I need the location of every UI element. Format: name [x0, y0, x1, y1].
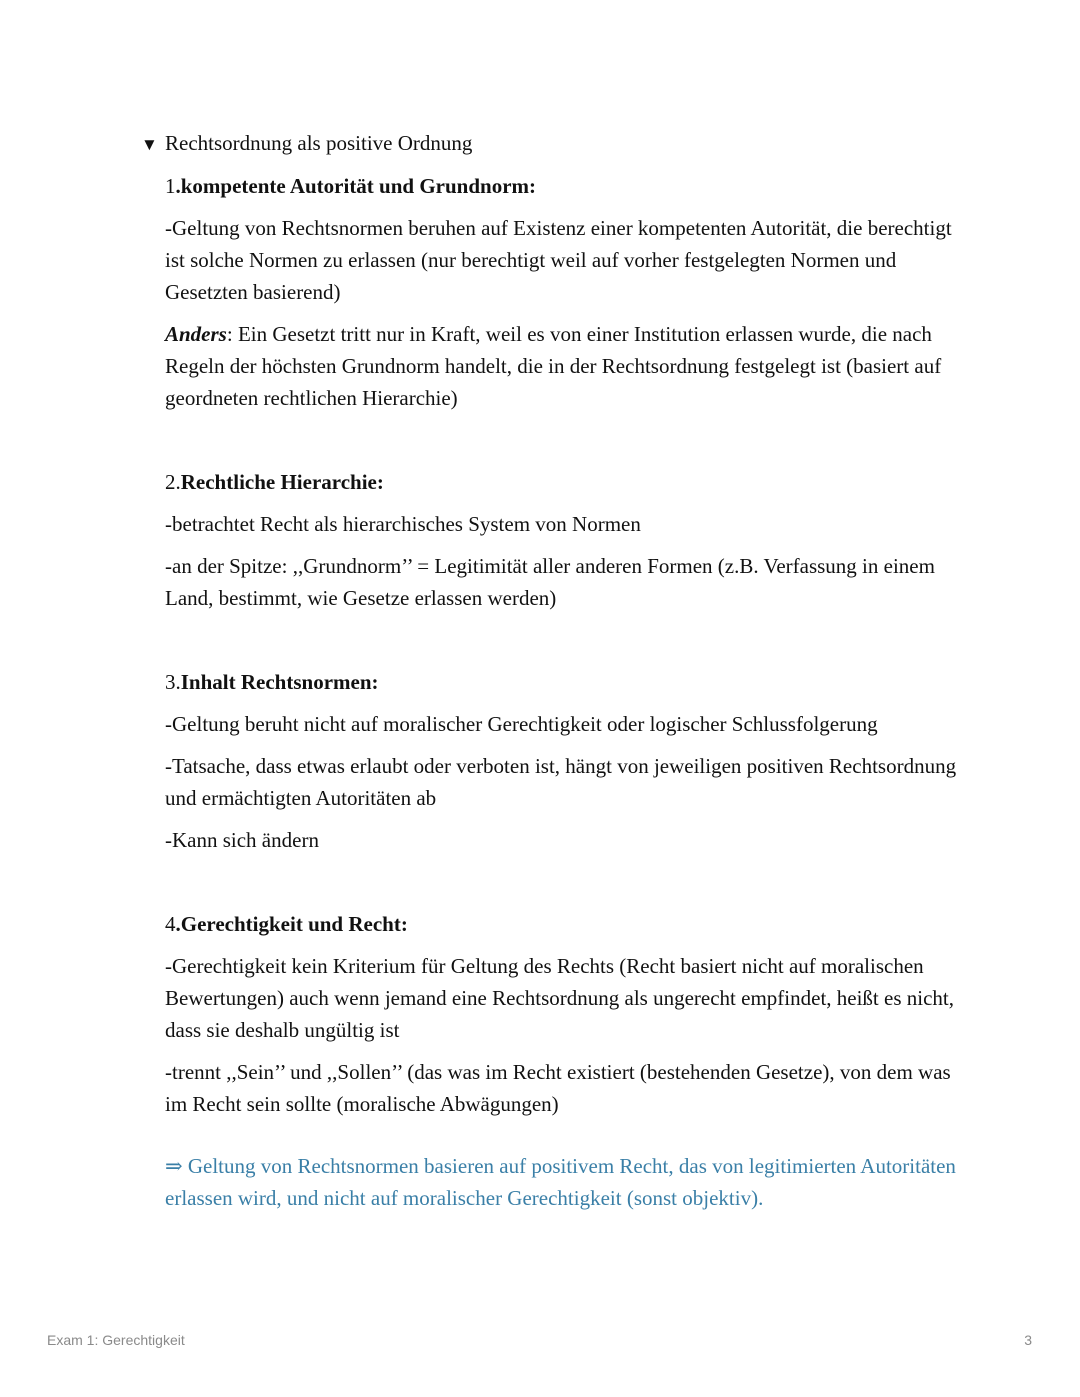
footer-title: Exam 1: Gerechtigkeit	[47, 1332, 185, 1348]
toggle-content	[165, 170, 965, 1224]
page-number: 3	[1024, 1332, 1032, 1348]
section-heading-3	[165, 666, 965, 698]
paragraph: -Tatsache, dass etwas erlaubt oder verboten ist, hängt von jeweiligen positiven Rechtsordnung und ermächtigten Autoritäten ab	[165, 754, 957, 810]
section-heading-4	[165, 908, 965, 940]
section-heading-1	[165, 170, 965, 202]
section-title: kompetente Autorität und Grundnorm:	[180, 174, 537, 198]
section-number: 1	[165, 174, 176, 198]
conclusion-text: ⇒ Geltung von Rechtsnormen basieren auf positivem Recht, das von legitimierten Autoritäten erlassen wird, und nicht auf moralischer Gerechtigkeit (sonst objektiv).	[165, 1154, 956, 1210]
section-title: Inhalt Rechtsnormen:	[180, 670, 379, 694]
paragraph: -Geltung von Rechtsnormen beruhen auf Existenz einer kompetenten Autorität, die berechtigt ist solche Normen zu erlassen (nur berechtigt weil auf vorher festgelegten Normen und Gesetzten basierend)	[165, 216, 952, 304]
section-number-dot: .	[175, 174, 181, 198]
paragraph-anders	[165, 318, 965, 414]
section-heading-2	[165, 466, 965, 498]
section-number-dot: .	[175, 912, 181, 936]
paragraph: -trennt ,,Sein’’ und ,,Sollen’’ (das was im Recht existiert (bestehenden Gesetze), von dem was im Recht sein sollte (moralische Abwägungen)	[165, 1060, 951, 1116]
paragraph: -Gerechtigkeit kein Kriterium für Geltung des Rechts (Recht basiert nicht auf moralischen Bewertungen) auch wenn jemand eine Rechtsordnung als ungerecht empfindet, heißt es nicht, dass sie deshalb ungültig ist	[165, 954, 954, 1042]
paragraph: -Kann sich ändern	[165, 828, 319, 852]
paragraph: -betrachtet Recht als hierarchisches System von Normen	[165, 512, 641, 536]
anders-text: : Ein Gesetzt tritt nur in Kraft, weil es von einer Institution erlassen wurde, die nach Regeln der höchsten Grundnorm handelt, die in der Rechtsordnung festgelegt ist (basiert auf geordneten rechtlichen Hierarchie)	[165, 322, 942, 410]
section-title: Gerechtigkeit und Recht:	[180, 912, 408, 936]
anders-label: Anders	[165, 322, 227, 346]
section-title: Rechtliche Hierarchie:	[180, 470, 384, 494]
toggle-triangle-icon[interactable]: ▼	[141, 135, 158, 154]
paragraph: -Geltung beruht nicht auf moralischer Gerechtigkeit oder logischer Schlussfolgerung	[165, 712, 878, 736]
section-number: 2.	[165, 470, 181, 494]
toggle-block[interactable]	[141, 128, 472, 160]
toggle-label: Rechtsordnung als positive Ordnung	[165, 131, 473, 155]
paragraph: -an der Spitze: ,,Grundnorm’’ = Legitimität aller anderen Formen (z.B. Verfassung in einem Land, bestimmt, wie Gesetze erlassen werden)	[165, 554, 935, 610]
section-number: 4	[165, 912, 176, 936]
section-number: 3.	[165, 670, 181, 694]
